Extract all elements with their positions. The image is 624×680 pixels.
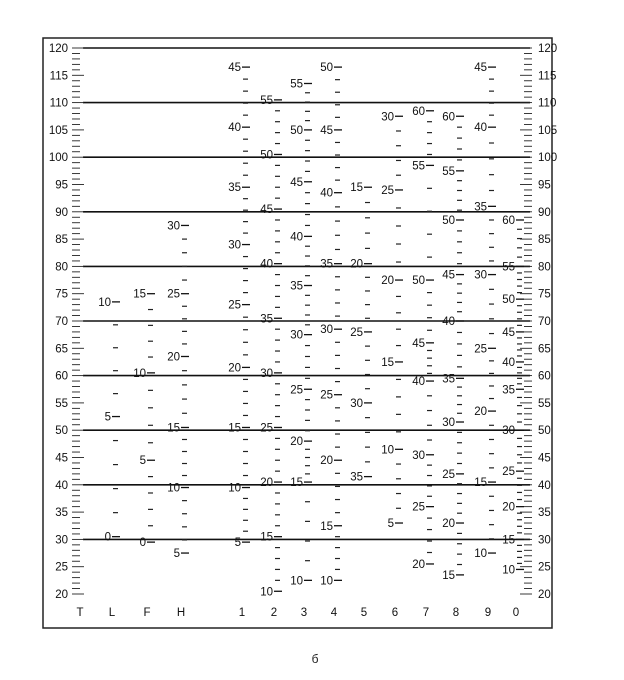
column-tick-label: 25 <box>474 343 487 356</box>
left-axis-label: 20 <box>55 589 68 601</box>
column-tick-label: 15 <box>381 356 394 369</box>
left-axis-label: 55 <box>55 397 68 410</box>
column-tick-label: 35 <box>442 373 455 386</box>
column-tick-label: 40 <box>228 122 241 135</box>
left-axis-label: 25 <box>55 561 68 574</box>
column-tick-label: 20 <box>381 275 394 288</box>
column-tick-label: 0 <box>139 537 146 550</box>
column-tick-label: 15 <box>320 520 333 533</box>
column-tick-label: 50 <box>442 214 455 227</box>
column-tick-label: 30 <box>350 397 363 410</box>
left-axis-label: 75 <box>55 288 68 301</box>
column-tick-label: 20 <box>502 501 515 514</box>
column-tick-label: 10 <box>260 586 273 599</box>
column-tick-label: 15 <box>133 288 146 301</box>
column-tick-label: 30 <box>412 449 425 462</box>
column-tick-label: 15 <box>442 569 455 582</box>
column-tick-label: 45 <box>502 326 515 339</box>
scale-column-0 <box>502 215 524 576</box>
column-tick-label: 55 <box>290 78 303 91</box>
column-tick-label: 40 <box>260 258 273 271</box>
column-tick-label: 40 <box>502 356 515 369</box>
right-axis-label: 80 <box>538 261 551 274</box>
left-axis-label: 95 <box>55 179 68 192</box>
scale-column-2 <box>260 95 282 598</box>
column-label: 3 <box>300 607 308 619</box>
column-tick-label: 50 <box>412 275 425 288</box>
column-tick-label: 20 <box>260 477 273 490</box>
column-tick-label: 25 <box>350 326 363 339</box>
column-tick-label: 10 <box>167 482 180 495</box>
column-label: 9 <box>484 607 492 619</box>
scale-column-1 <box>228 62 250 549</box>
right-axis-label: 50 <box>538 425 551 438</box>
left-axis-label: 70 <box>55 316 68 328</box>
scale-column-7 <box>412 106 434 571</box>
scale-column-8 <box>442 111 464 582</box>
column-tick-label: 60 <box>412 105 425 118</box>
left-axis-label: 65 <box>55 343 68 356</box>
column-tick-label: 50 <box>260 149 273 162</box>
scale-column-L <box>98 297 120 544</box>
column-tick-label: 20 <box>474 406 487 419</box>
right-axis-label: 100 <box>538 152 558 165</box>
column-tick-label: 25 <box>167 288 180 301</box>
column-label: T <box>76 607 84 619</box>
scale-column-3 <box>290 78 312 587</box>
right-axis-label: 105 <box>538 124 558 137</box>
right-axis-label: 20 <box>538 589 551 601</box>
column-tick-label: 5 <box>173 548 180 561</box>
column-tick-label: 10 <box>228 482 241 495</box>
right-axis-label: 120 <box>538 43 558 55</box>
column-tick-label: 45 <box>412 337 425 350</box>
column-tick-label: 15 <box>290 477 303 490</box>
right-axis-label: 70 <box>538 316 551 328</box>
right-axis-label: 45 <box>538 452 551 465</box>
column-tick-label: 0 <box>104 531 111 544</box>
right-axis-label: 40 <box>538 479 551 492</box>
column-tick-label: 30 <box>502 425 515 438</box>
column-tick-label: 35 <box>228 182 241 195</box>
column-tick-label: 25 <box>260 422 273 435</box>
right-axis-label: 65 <box>538 343 551 356</box>
right-axis <box>538 43 557 601</box>
column-tick-label: 25 <box>502 466 515 479</box>
column-tick-label: 30 <box>320 324 333 337</box>
right-axis-label: 90 <box>538 206 551 219</box>
column-tick-label: 30 <box>228 239 241 252</box>
column-tick-label: 50 <box>502 294 515 307</box>
column-tick-label: 20 <box>228 362 241 375</box>
column-tick-label: 55 <box>412 160 425 173</box>
column-tick-label: 60 <box>442 111 455 124</box>
column-tick-label: 15 <box>350 182 363 195</box>
column-tick-label: 5 <box>387 518 394 531</box>
right-axis-label: 35 <box>538 507 551 520</box>
left-axis-label: 45 <box>55 452 68 465</box>
column-tick-label: 25 <box>442 468 455 481</box>
column-tick-label: 40 <box>412 376 425 389</box>
column-tick-label: 5 <box>234 537 241 550</box>
column-tick-label: 25 <box>290 384 303 397</box>
right-axis-label: 25 <box>538 561 551 574</box>
column-tick-label: 30 <box>474 269 487 282</box>
column-tick-label: 45 <box>474 62 487 75</box>
right-axis-label: 55 <box>538 397 551 410</box>
column-tick-label: 45 <box>290 176 303 189</box>
column-tick-label: 10 <box>320 575 333 588</box>
left-axis-label: 105 <box>48 124 68 137</box>
left-axis-label: 120 <box>48 43 68 55</box>
column-tick-label: 15 <box>474 477 487 490</box>
column-label: H <box>176 607 186 619</box>
column-tick-label: 30 <box>167 220 180 233</box>
column-tick-label: 10 <box>98 296 111 309</box>
column-tick-label: 55 <box>442 165 455 178</box>
column-tick-label: 15 <box>260 531 273 544</box>
column-tick-label: 10 <box>381 444 394 457</box>
left-axis-label: 30 <box>55 534 68 547</box>
column-label: 5 <box>360 607 368 619</box>
right-axis-label: 95 <box>538 179 551 192</box>
column-tick-label: 20 <box>442 518 455 531</box>
column-label: 8 <box>452 607 460 619</box>
column-tick-label: 35 <box>290 280 303 293</box>
column-labels <box>76 607 519 619</box>
column-tick-label: 5 <box>139 455 146 468</box>
column-tick-label: 35 <box>320 258 333 271</box>
right-axis-label: 110 <box>538 97 557 110</box>
right-axis-label: 30 <box>538 534 551 547</box>
column-tick-label: 30 <box>260 367 273 380</box>
column-label: 6 <box>391 607 399 619</box>
column-tick-label: 10 <box>290 575 303 588</box>
column-label: 1 <box>238 607 246 619</box>
column-tick-label: 20 <box>167 351 180 364</box>
figure-caption: б <box>311 652 319 666</box>
column-tick-label: 10 <box>474 548 487 561</box>
column-tick-label: 35 <box>260 313 273 326</box>
scale-column-H <box>167 220 189 560</box>
column-tick-label: 30 <box>381 111 394 124</box>
column-label: 7 <box>422 607 430 619</box>
left-axis-label: 40 <box>55 479 68 492</box>
column-label: 0 <box>512 607 520 619</box>
column-tick-label: 40 <box>442 316 455 328</box>
column-tick-label: 60 <box>502 214 515 227</box>
left-axis-label: 50 <box>55 425 68 438</box>
column-tick-label: 45 <box>442 269 455 282</box>
column-tick-label: 40 <box>320 187 333 200</box>
column-tick-label: 30 <box>442 417 455 430</box>
column-tick-label: 20 <box>412 558 425 571</box>
column-tick-label: 55 <box>502 261 515 274</box>
column-label: L <box>108 607 116 619</box>
column-tick-label: 40 <box>474 122 487 135</box>
column-tick-label: 25 <box>320 389 333 402</box>
scale-column-5 <box>350 182 372 483</box>
column-tick-label: 35 <box>474 201 487 214</box>
column-tick-label: 55 <box>260 94 273 107</box>
right-axis-label: 115 <box>538 70 557 83</box>
column-tick-label: 10 <box>502 564 515 577</box>
column-tick-label: 25 <box>381 184 394 197</box>
column-tick-label: 45 <box>260 204 273 217</box>
column-tick-label: 15 <box>167 422 180 435</box>
column-tick-label: 35 <box>502 384 515 397</box>
column-label: 4 <box>330 607 338 619</box>
column-tick-label: 10 <box>133 367 146 380</box>
left-axis-label: 100 <box>48 152 68 165</box>
column-tick-label: 45 <box>320 124 333 137</box>
column-tick-label: 25 <box>412 501 425 514</box>
right-axis-label: 85 <box>538 234 551 247</box>
left-axis <box>49 43 68 601</box>
scale-column-F <box>133 289 155 549</box>
left-axis-label: 35 <box>55 507 68 520</box>
column-tick-label: 25 <box>228 299 241 312</box>
left-axis-label: 85 <box>55 234 68 247</box>
column-tick-label: 45 <box>228 62 241 75</box>
column-tick-label: 50 <box>320 62 333 75</box>
column-tick-label: 20 <box>350 258 363 271</box>
column-tick-label: 40 <box>290 231 303 244</box>
left-axis-label: 90 <box>55 206 68 219</box>
right-axis-label: 60 <box>538 370 551 383</box>
column-label: 2 <box>270 607 278 619</box>
scale-column-4 <box>320 62 342 587</box>
column-tick-label: 15 <box>228 422 241 435</box>
scale-columns <box>98 62 524 598</box>
right-axis-label: 75 <box>538 288 551 301</box>
column-tick-label: 15 <box>502 534 515 547</box>
left-axis-label: 80 <box>55 261 68 274</box>
column-tick-label: 20 <box>290 436 303 449</box>
left-axis-label: 115 <box>49 70 68 83</box>
column-tick-label: 5 <box>104 411 111 424</box>
column-tick-label: 30 <box>290 329 303 342</box>
column-label: F <box>143 607 151 619</box>
left-axis-label: 110 <box>49 97 68 110</box>
left-axis-label: 60 <box>55 370 68 383</box>
column-tick-label: 20 <box>320 455 333 468</box>
column-tick-label: 50 <box>290 124 303 137</box>
column-tick-label: 35 <box>350 471 363 484</box>
